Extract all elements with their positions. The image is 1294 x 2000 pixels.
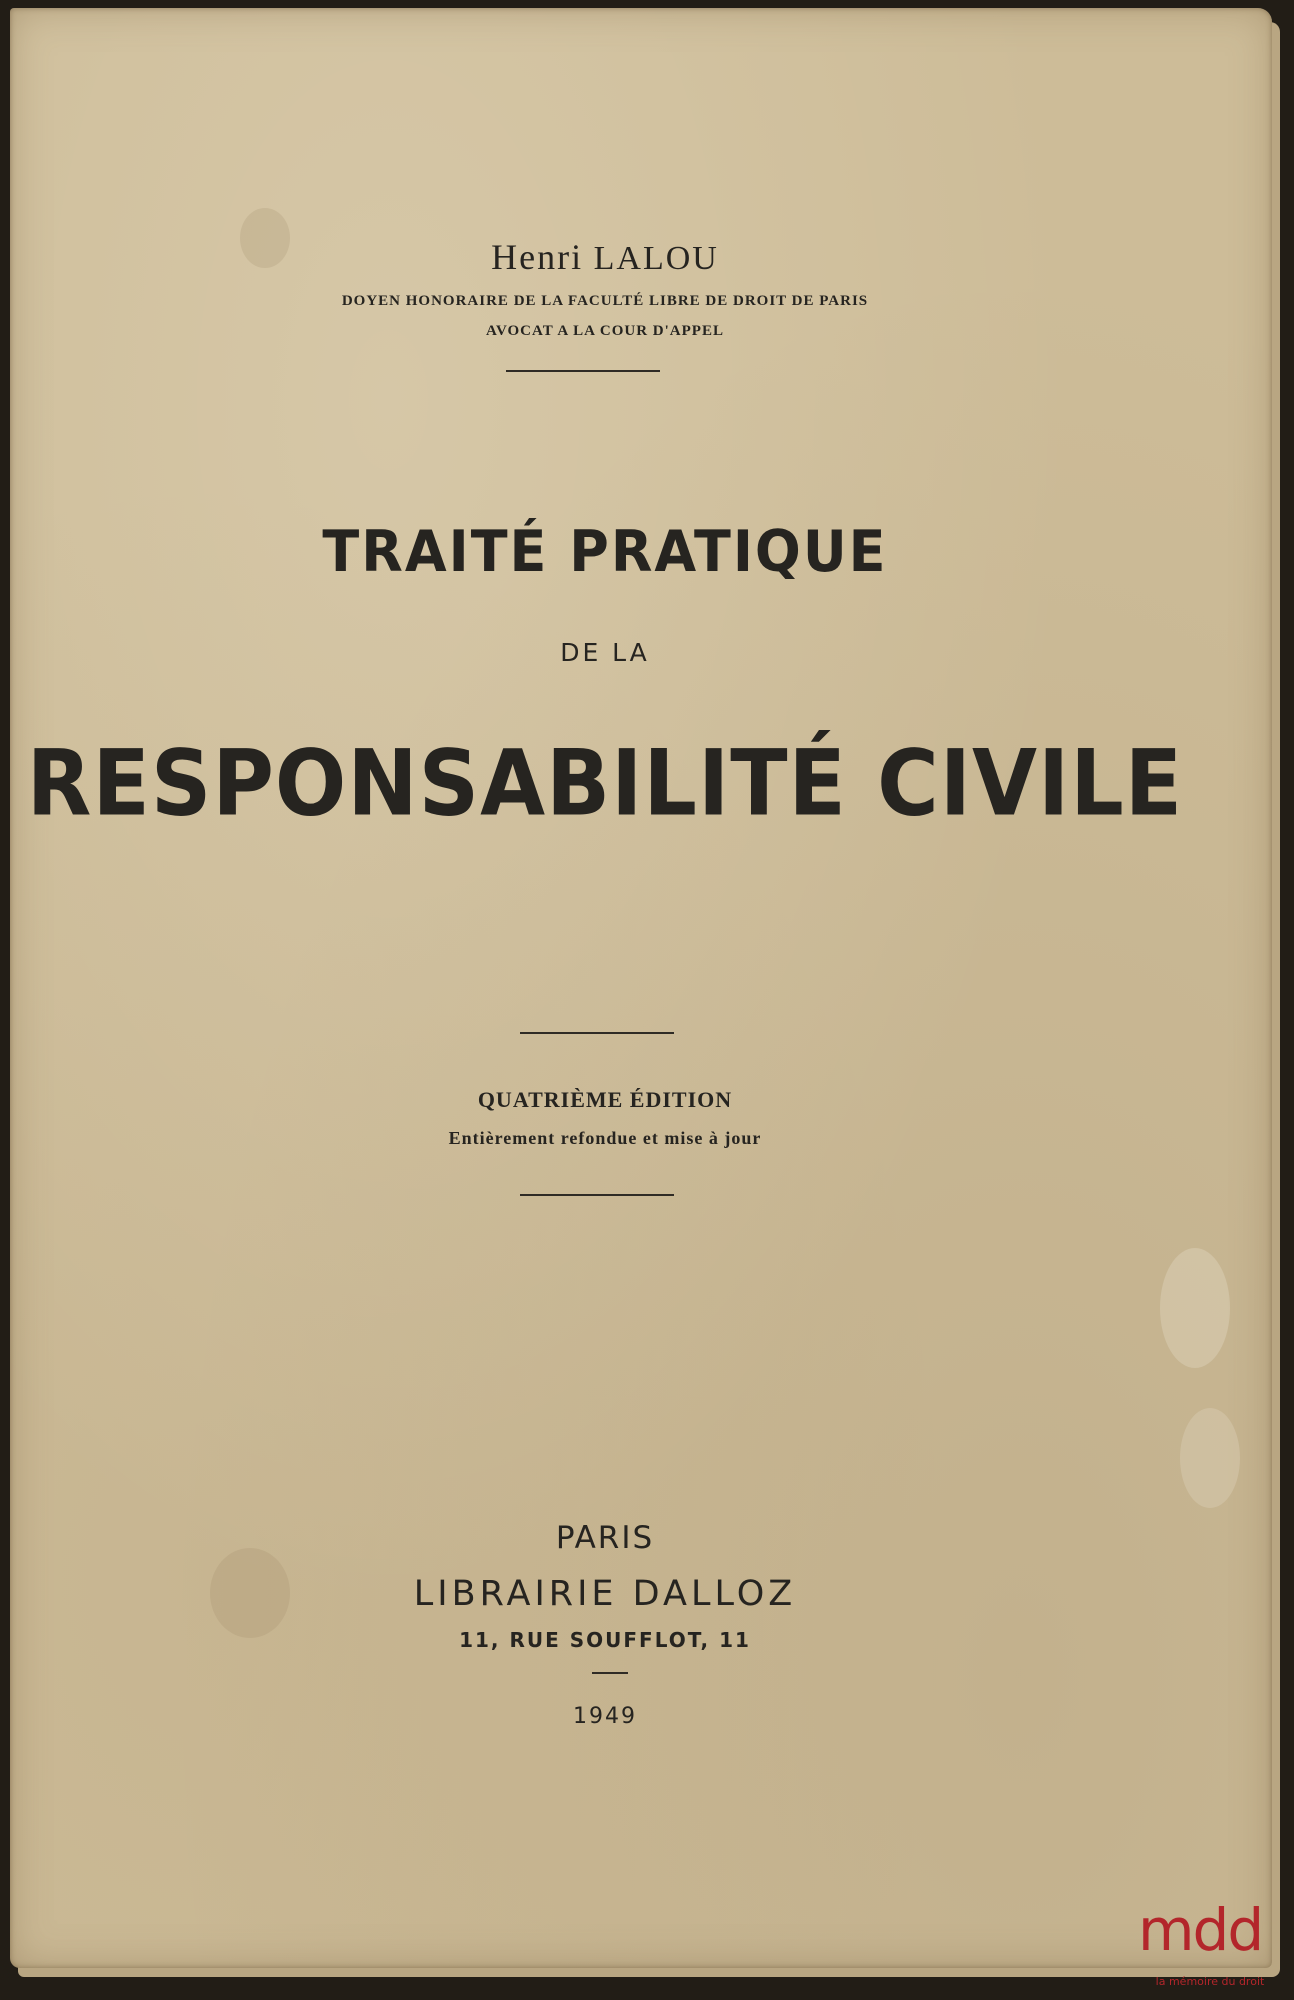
author-last-name: LALOU bbox=[593, 240, 719, 277]
author-first-name: Henri bbox=[491, 237, 584, 277]
mdd-logo bbox=[1130, 1895, 1290, 1995]
paper-tear bbox=[1180, 1408, 1240, 1508]
imprint-address: 11, RUE SOUFFLOT, 11 bbox=[459, 1628, 751, 1652]
mdd-logo-mark: mdd bbox=[1138, 1896, 1263, 1964]
mdd-logo-caption: la mémoire du droit bbox=[1155, 1975, 1265, 1988]
paper-tear bbox=[1160, 1248, 1230, 1368]
divider-rule bbox=[520, 1032, 674, 1034]
book-cover-page bbox=[10, 8, 1272, 1968]
author-affiliation-1: DOYEN HONORAIRE DE LA FACULTÉ LIBRE DE DROIT DE PARIS bbox=[341, 293, 869, 309]
imprint-publisher: LIBRAIRIE DALLOZ bbox=[413, 1574, 797, 1614]
author-affiliation-2: AVOCAT A LA COUR D'APPEL bbox=[486, 323, 724, 339]
divider-rule bbox=[592, 1672, 628, 1674]
author-name bbox=[10, 236, 1200, 278]
imprint-year: 1949 bbox=[573, 1704, 637, 1729]
edition-label: QUATRIÈME ÉDITION bbox=[477, 1087, 733, 1112]
title-line-3: RESPONSABILITÉ CIVILE bbox=[26, 730, 1184, 836]
divider-rule bbox=[506, 370, 660, 372]
edition-note: Entièrement refondue et mise à jour bbox=[448, 1128, 762, 1148]
divider-rule bbox=[520, 1194, 674, 1196]
title-line-1: TRAITÉ PRATIQUE bbox=[322, 518, 888, 585]
title-line-2: DE LA bbox=[560, 638, 650, 667]
imprint-city: PARIS bbox=[555, 1520, 655, 1556]
